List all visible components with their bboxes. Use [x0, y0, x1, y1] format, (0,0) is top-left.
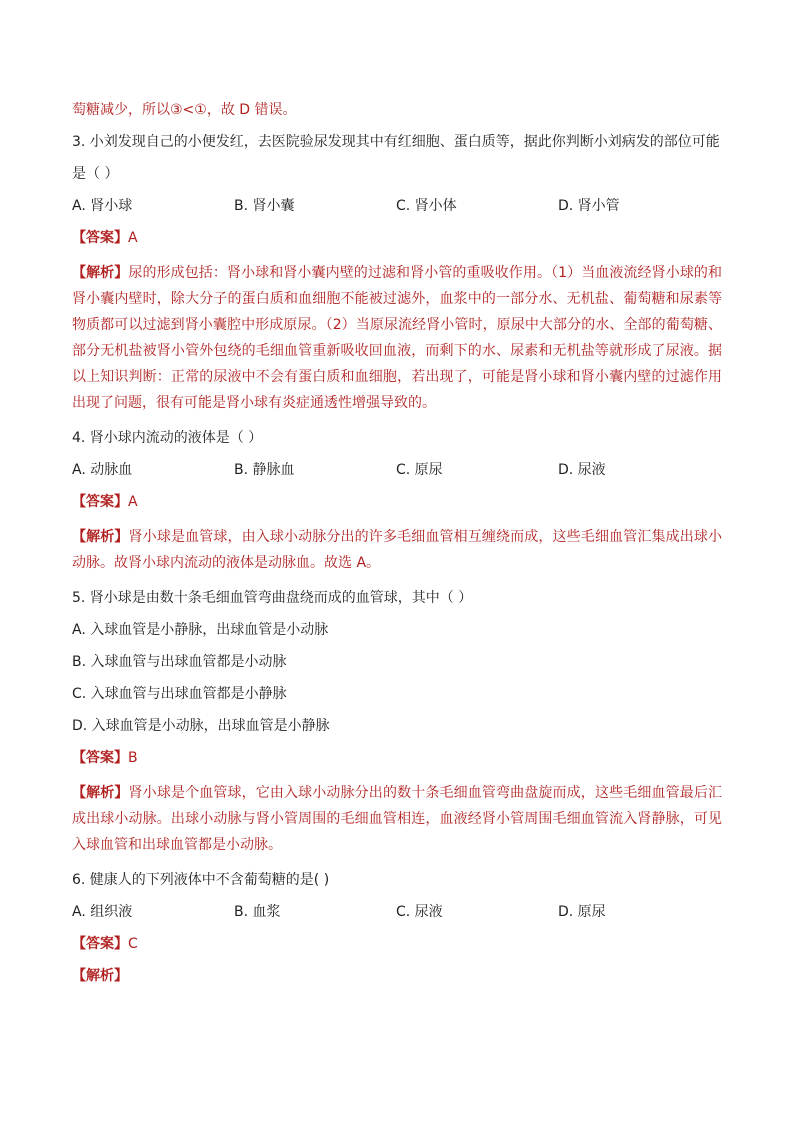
explanation-tag: 【解析】	[72, 968, 128, 984]
question-3-answer	[72, 228, 722, 248]
question-5-stem: 5. 肾小球是由数十条毛细血管弯曲盘绕而成的血管球，其中（ ）	[72, 590, 473, 606]
question-6-option-b: B. 血浆	[234, 904, 281, 920]
question-3-stem-line2: 是（ ）	[72, 166, 119, 182]
question-5-option-d: D. 入球血管是小动脉，出球血管是小静脉	[72, 718, 330, 734]
explanation-text: 肾小球是血管球，由入球小动脉分出的许多毛细血管相互缠绕而成，这些毛细血管汇集成出球小动脉。故肾小球内流动的液体是动脉血。故选 A。	[72, 529, 723, 571]
question-5-option-a: A. 入球血管是小静脉，出球血管是小动脉	[72, 622, 329, 638]
answer-value: A	[128, 230, 138, 246]
question-6-options	[72, 902, 722, 922]
answer-value: A	[128, 494, 138, 510]
question-4-option-d: D. 尿液	[558, 462, 606, 478]
explanation-tag: 【解析】	[72, 265, 129, 281]
question-4-options	[72, 460, 722, 480]
previous-explanation-tail: 萄糖减少，所以③<①，故 D 错误。	[72, 102, 297, 118]
answer-value: C	[128, 936, 138, 952]
question-6-stem: 6. 健康人的下列液体中不含葡萄糖的是( )	[72, 872, 330, 888]
question-3-option-a: A. 肾小球	[72, 198, 133, 214]
question-6-option-a: A. 组织液	[72, 904, 133, 920]
question-5-option-c: C. 入球血管与出球血管都是小静脉	[72, 686, 287, 702]
question-4-explanation	[72, 524, 722, 576]
question-4-stem: 4. 肾小球内流动的液体是（ ）	[72, 430, 263, 446]
question-3-explanation	[72, 260, 722, 416]
question-3-option-c: C. 肾小体	[396, 198, 457, 214]
question-4-option-a: A. 动脉血	[72, 462, 133, 478]
answer-tag: 【答案】	[72, 936, 128, 952]
question-4-option-b: B. 静脉血	[234, 462, 295, 478]
question-3-options	[72, 196, 722, 216]
explanation-tag: 【解析】	[72, 785, 129, 801]
question-3-option-b: B. 肾小囊	[234, 198, 295, 214]
explanation-tag: 【解析】	[72, 529, 129, 545]
question-4-option-c: C. 原尿	[396, 462, 443, 478]
question-6-answer	[72, 934, 722, 954]
question-3-stem-line1: 3. 小刘发现自己的小便发红，去医院验尿发现其中有红细胞、蛋白质等，据此你判断小刘病发的部位可能	[72, 134, 720, 150]
document-page	[72, 100, 722, 986]
question-5-answer	[72, 748, 722, 768]
explanation-text: 肾小球是个血管球，它由入球小动脉分出的数十条毛细血管弯曲盘旋而成，这些毛细血管最后汇成出球小动脉。出球小动脉与肾小管周围的毛细血管相连，血液经肾小管周围毛细血管流入肾静脉，可见入球血管和出球血管都是小动脉。	[72, 785, 723, 853]
answer-value: B	[128, 750, 138, 766]
answer-tag: 【答案】	[72, 750, 128, 766]
question-3-option-d: D. 肾小管	[558, 198, 620, 214]
explanation-text: 尿的形成包括：肾小球和肾小囊内壁的过滤和肾小管的重吸收作用。（1）当血液流经肾小球的和肾小囊内壁时，除大分子的蛋白质和血细胞不能被过滤外，血浆中的一部分水、无机盐、葡萄糖和尿素等物质都可以过滤到肾小囊腔中形成原尿。（2）当原尿流经肾小管时，原尿中大部分的水、全部的葡萄糖、部分无机盐被肾小管外包绕的毛细血管重新吸收回血液，而剩下的水、尿素和无机盐等就形成了尿液。据以上知识判断：正常的尿液中不会有蛋白质和血细胞，若出现了，可能是肾小球和肾小囊内壁的过滤作用出现了问题，很有可能是肾小球有炎症通透性增强导致的。	[72, 265, 723, 411]
answer-tag: 【答案】	[72, 494, 128, 510]
question-6-option-d: D. 原尿	[558, 904, 606, 920]
question-6-explanation	[72, 966, 722, 986]
question-5-explanation	[72, 780, 722, 858]
question-6-option-c: C. 尿液	[396, 904, 443, 920]
question-4-answer	[72, 492, 722, 512]
question-5-option-b: B. 入球血管与出球血管都是小动脉	[72, 654, 287, 670]
answer-tag: 【答案】	[72, 230, 128, 246]
